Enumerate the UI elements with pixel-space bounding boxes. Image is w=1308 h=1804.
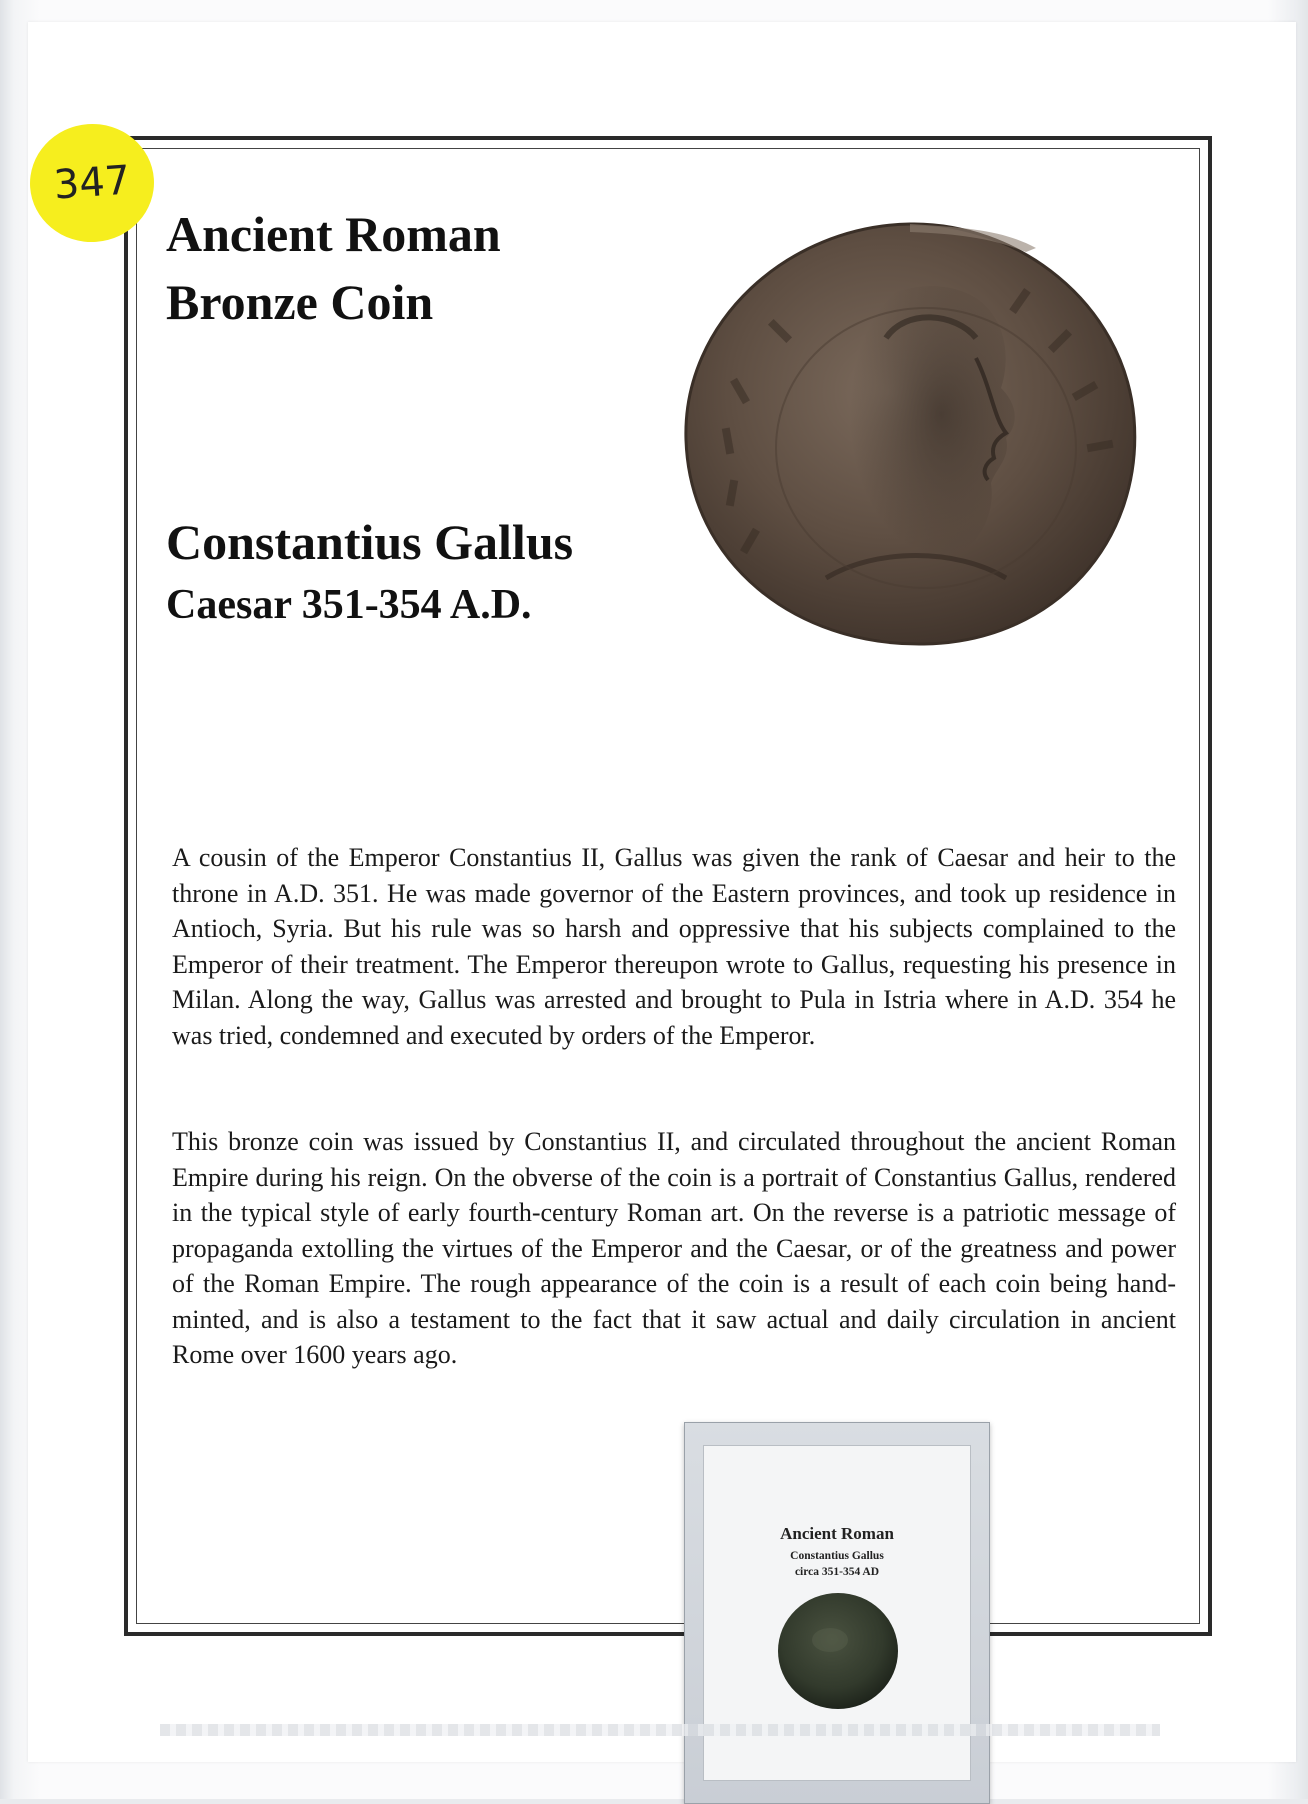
ruler-reign: Caesar 351-354 A.D. [166,582,532,628]
holder-ruler-name: Constantius Gallus [790,1550,884,1562]
coin-obverse-photo [676,218,1144,648]
sleeve-bottom-edge [160,1724,1160,1736]
coin-holder [684,1422,990,1804]
title-line-2: Bronze Coin [166,274,434,330]
ruler-name: Constantius Gallus [166,514,574,570]
holder-date: circa 351-354 AD [794,1566,880,1578]
holder-title: Ancient Roman [780,1524,894,1543]
page-title [166,200,501,336]
history-paragraph: A cousin of the Emperor Constantius II, Gallus was given the rank of Caesar and heir to the throne in A.D. 351. He was made governor of the Eastern provinces, and took up residence in Antioch, Syria. But his rule was so harsh and oppressive that his subjects complained to the Emperor of their treatment. The Emperor thereupon wrote to Gallus, requesting his presence in Milan. Along the way, Gallus was arrested and brought to Pula in Istria where in A.D. 354 he was tried, condemned and executed by orders of the Emperor. [172,843,1176,1050]
holder-coin-image [774,1588,902,1714]
coin-description-paragraph: This bronze coin was issued by Constantius II, and circulated throughout the ancient Roman Empire during his reign. On the obverse of the coin is a portrait of Constantius Gallus, rendered in the typical style of early fourth-century Roman art. On the reverse is a patriotic message of propaganda extolling the virtues of the Emperor and the Caesar, or of the greatness and power of the Roman Empire. The rough appearance of the coin is a result of each coin being hand-minted, and is also a testament to the fact that it saw actual and daily circulation in ancient Rome over 1600 years ago. [172,1127,1176,1369]
lot-number: 347 [52,157,132,209]
title-line-1: Ancient Roman [166,206,501,262]
